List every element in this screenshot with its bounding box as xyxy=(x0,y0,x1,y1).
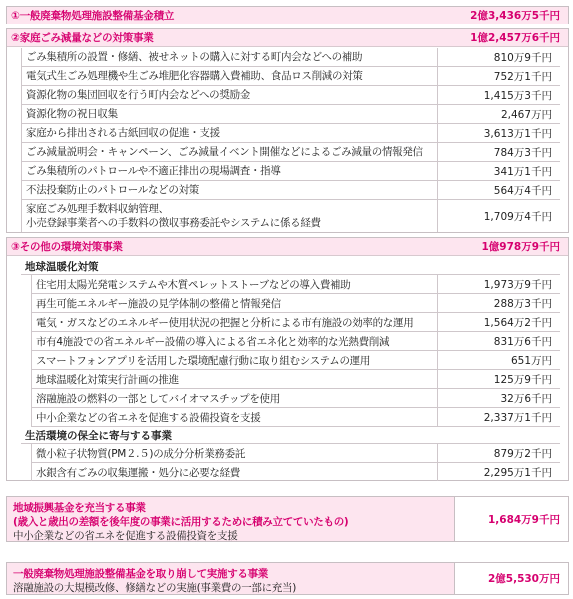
section3-title: ③その他の環境対策事業 xyxy=(11,241,123,253)
list-item: 再生可能エネルギー施設の見学体制の整備と情報発信 288万3千円 xyxy=(31,294,560,313)
other-environment-section xyxy=(6,237,569,481)
regional-fund-box xyxy=(6,496,569,542)
list-item-line2: 小売登録事業者への手数料の徴収事務委託やシステムに係る経費 xyxy=(26,217,321,229)
list-item: ごみ集積所のパトロールや不適正排出の現場調査・指導 341万1千円 xyxy=(21,162,560,181)
list-item: スマートフォンアプリを活用した環境配慮行動に取り組むシステムの運用 651万円 xyxy=(31,351,560,370)
subsection-title-living-environment: 生活環境の保全に寄与する事業 xyxy=(21,428,560,444)
list-item: 水銀含有ごみの収集運搬・処分に必要な経費 2,295万1千円 xyxy=(31,463,560,481)
list-item: 溶融施設の燃料の一部としてバイオマスチップを使用 32万6千円 xyxy=(31,389,560,408)
box2-description: 溶融施設の大規模改修、修繕などの実施(事業費の一部に充当) xyxy=(13,582,296,594)
list-item: 家庭から排出される古紙回収の促進・支援 3,613万1千円 xyxy=(21,124,560,143)
subsection-title-global-warming: 地球温暖化対策 xyxy=(21,258,560,275)
list-item: ごみ減量説明会・キャンペーン、ごみ減量イベント開催などによるごみ減量の情報発信 784万3千円 xyxy=(21,143,560,162)
fund-amount: 2億3,436万5千円 xyxy=(470,10,560,22)
household-waste-section xyxy=(6,28,569,233)
fund-header-row xyxy=(7,7,568,24)
list-item: 住宅用太陽光発電システムや木質ペレットストーブなどの導入費補助 1,973万9千円 xyxy=(31,275,560,294)
box1-subtitle: (歳入と歳出の差額を後年度の事業に活用するために積み立てていたもの) xyxy=(13,516,349,528)
box2-amount: 2億5,530万円 xyxy=(487,573,560,585)
section2-amount: 1億2,457万6千円 xyxy=(470,32,560,44)
list-item: ごみ集積所の設置・修繕、被せネットの購入に対する町内会などへの補助 810万9千円 xyxy=(21,48,560,67)
list-item: 地球温暖化対策実行計画の推進 125万9千円 xyxy=(31,370,560,389)
section2-title: ②家庭ごみ減量などの対策事業 xyxy=(11,32,154,44)
fund-title: ①一般廃棄物処理施設整備基金積立 xyxy=(11,10,175,22)
list-item: 資源化物の集団回収を行う町内会などへの奨励金 1,415万3千円 xyxy=(21,86,560,105)
box2-title: 一般廃棄物処理施設整備基金を取り崩して実施する事業 xyxy=(13,568,268,580)
section2-header-row xyxy=(7,29,568,47)
list-item: 電気・ガスなどのエネルギー使用状況の把握と分析による市有施設の効率的な運用 1,564万2千円 xyxy=(31,313,560,332)
waste-facility-fund-box xyxy=(6,562,569,595)
list-item: 不法投棄防止のパトロールなどの対策 564万4千円 xyxy=(21,181,560,200)
list-item: 資源化物の祝日収集 2,467万円 xyxy=(21,105,560,124)
fund-section xyxy=(6,6,569,24)
section3-header-row xyxy=(7,238,568,256)
list-item: 微小粒子状物質(PM２.５)の成分分析業務委託 879万2千円 xyxy=(31,444,560,463)
list-item: 家庭ごみ処理手数料収納管理、 小売登録事業者への手数料の徴収事務委託やシステムに係る経費 1,709万4千円 xyxy=(21,200,560,232)
box1-title: 地域振興基金を充当する事業 xyxy=(13,502,146,514)
list-item: 電気式生ごみ処理機や生ごみ堆肥化容器購入費補助、食品ロス削減の対策 752万1千円 xyxy=(21,67,560,86)
box1-amount: 1,684万9千円 xyxy=(487,513,560,526)
box1-description: 中小企業などの省エネを促進する設備投資を支援 xyxy=(13,530,238,542)
list-item: 中小企業などの省エネを促進する設備投資を支援 2,337万1千円 xyxy=(31,408,560,427)
list-item: 市有4施設での省エネルギー設備の導入による省エネ化と効率的な光熱費削減 831万6千円 xyxy=(31,332,560,351)
list-item-line1: 家庭ごみ処理手数料収納管理、 xyxy=(26,203,169,215)
section3-amount: 1億978万9千円 xyxy=(481,241,560,253)
